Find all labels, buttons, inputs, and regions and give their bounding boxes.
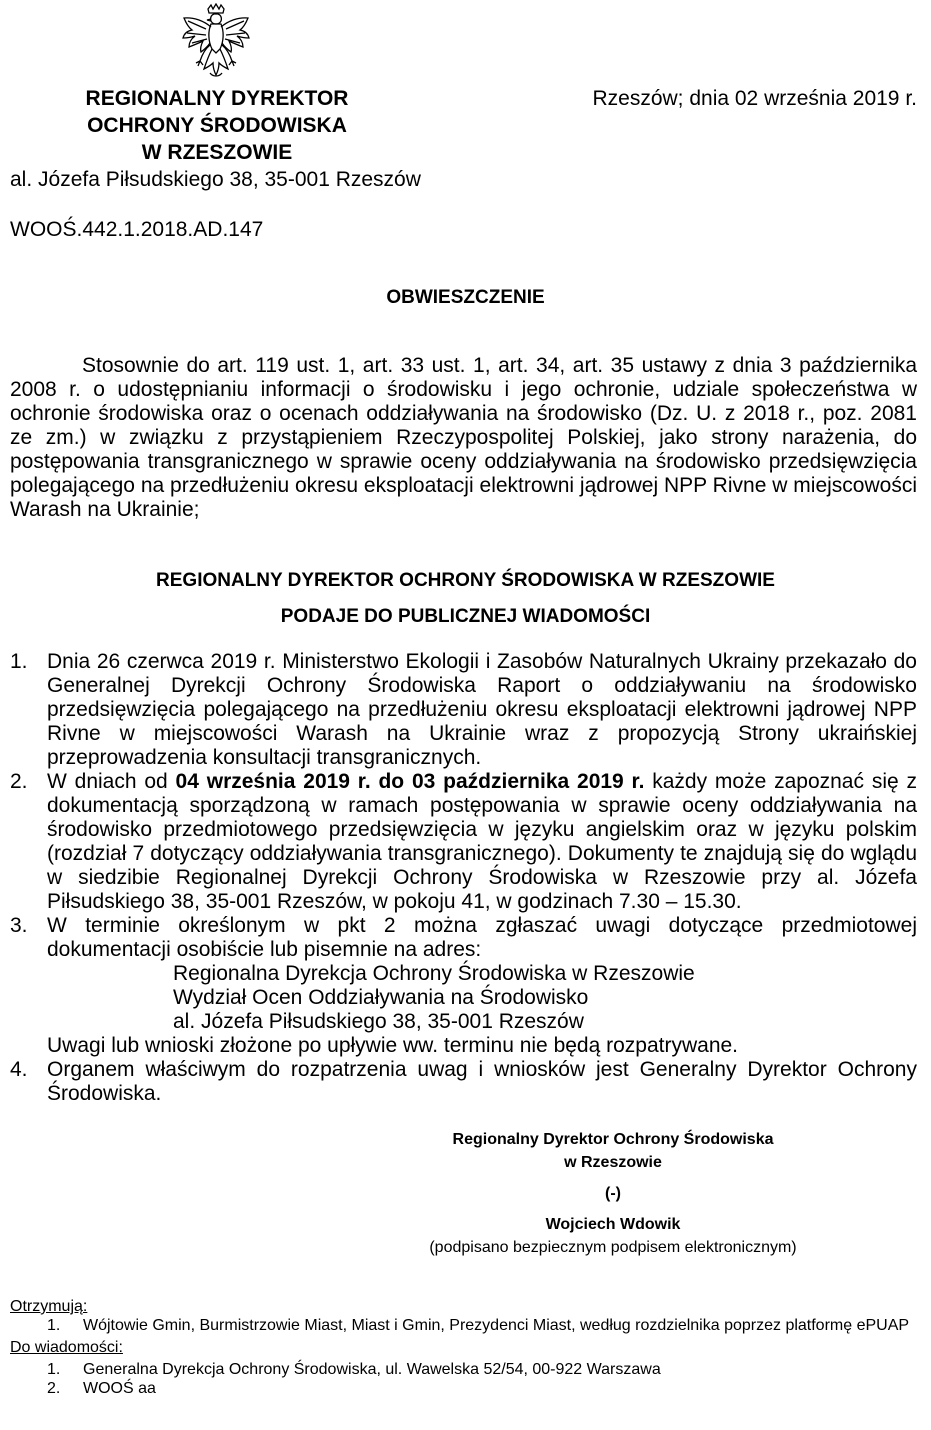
signature-block: [405, 1128, 821, 1259]
points-list: [10, 650, 917, 1106]
point-item: [10, 650, 917, 770]
point-item: [10, 1058, 917, 1106]
authority-name-line: W RZESZOWIE: [141, 141, 293, 164]
authority-name-line: REGIONALNY DYREKTOR: [85, 87, 349, 110]
item-text: WOOŚ aa: [83, 1380, 156, 1397]
recipients-label: Otrzymują:: [10, 1298, 88, 1315]
announcement-line: PODAJE DO PUBLICZNEJ WIADOMOŚCI: [280, 606, 651, 627]
authority-address: al. Józefa Piłsudskiego 38, 35-001 Rzeszów: [10, 168, 421, 191]
point-number: 2.: [10, 770, 28, 793]
address-line: Regionalna Dyrekcja Ochrony Środowiska w Rzeszowie: [173, 962, 695, 985]
authority-name-line: OCHRONY ŚRODOWISKA: [87, 114, 347, 137]
address-line: Wydział Ocen Oddziaływania na Środowisko: [173, 986, 589, 1009]
recipient-item: [10, 1316, 917, 1335]
item-number: 1.: [47, 1361, 61, 1378]
cc-label: Do wiadomości:: [10, 1339, 123, 1356]
announcement-line: REGIONALNY DYREKTOR OCHRONY ŚRODOWISKA W RZESZOWIE: [156, 570, 775, 591]
point-text: każdy może zapoznać się z dokumentacją sporządzoną w ramach postępowania w sprawie oceny oddziaływania na środowisko przedmiotowego przedsięwzięcia w języku angielskim oraz w języku polskim (rozdział 7 dotyczący oddziaływania transgranicznego). Dokumenty te znajdują się do wglądu w siedzibie Regionalnej Dyrekcji Ochrony Środowiska w Rzeszowie przy al. Józefa Piłsudskiego 38, 35-001 Rzeszów, w pokoju 41, w godzinach 7.30 – 15.30.: [47, 770, 917, 913]
signatory-name: Wojciech Wdowik: [545, 1216, 681, 1233]
cc-item: [10, 1379, 917, 1398]
item-text: Generalna Dyrekcja Ochrony Środowiska, ul. Wawelska 52/54, 00-922 Warszawa: [83, 1361, 661, 1378]
point-note: Uwagi lub wnioski złożone po upływie ww. terminu nie będą rozpatrywane.: [47, 1034, 739, 1057]
polish-eagle-emblem-icon: [178, 3, 254, 81]
signatory-title: Regionalny Dyrektor Ochrony Środowiska: [452, 1131, 774, 1148]
signature-note: (podpisano bezpiecznym podpisem elektronicznym): [429, 1239, 797, 1256]
place-date: Rzeszów; dnia 02 września 2019 r.: [592, 87, 917, 110]
point-number: 3.: [10, 914, 28, 937]
point-text: W terminie określonym w pkt 2 można zgłaszać uwagi dotyczące przedmiotowej dokumentacji osobiście lub pisemnie na adres:: [47, 914, 917, 961]
point-text: W dniach od: [47, 770, 176, 793]
item-number: 2.: [47, 1380, 61, 1397]
item-text: Wójtowie Gmin, Burmistrzowie Miast, Miast i Gmin, Prezydenci Miast, według rozdzielnika poprzez platformę ePUAP: [83, 1317, 910, 1334]
distribution-list: [10, 1297, 917, 1398]
point-number: 1.: [10, 650, 28, 673]
signatory-title: w Rzeszowie: [564, 1154, 662, 1171]
document-title: OBWIESZCZENIE: [386, 287, 545, 308]
authority-header: [10, 85, 440, 194]
deadline-period: 04 września 2019 r. do 03 października 2019 r.: [175, 770, 645, 793]
point-item: [10, 770, 917, 914]
cc-item: [10, 1360, 917, 1379]
point-number: 4.: [10, 1058, 28, 1081]
point-item: [10, 914, 917, 1058]
address-line: al. Józefa Piłsudskiego 38, 35-001 Rzeszów: [173, 1010, 584, 1033]
signature-mark: (-): [605, 1185, 621, 1202]
authority-name: [2, 85, 432, 166]
intro-paragraph: Stosownie do art. 119 ust. 1, art. 33 ust. 1, art. 34, art. 35 ustawy z dnia 3 października 2008 r. o udostępnianiu informacji o środowisku i jego ochronie, udziale społeczeństwa w ochronie środowiska oraz o ocenach oddziaływania na środowisko (Dz. U. z 2018 r., poz. 2081 ze zm.) w związku z przystąpieniem Rzeczypospolitej Polskiej, jako strony narażenia, do postępowania transgranicznego w sprawie oceny oddziaływania na środowisko przedsięwzięcia polegającego na przedłużeniu okresu eksploatacji elektrowni jądrowej NPP Rivne w miejscowości Warash na Ukrainie;: [10, 354, 917, 521]
point-text: Organem właściwym do rozpatrzenia uwag i wniosków jest Generalny Dyrektor Ochrony Środowiska.: [47, 1058, 917, 1105]
point-text: Dnia 26 czerwca 2019 r. Ministerstwo Ekologii i Zasobów Naturalnych Ukrainy przekazało do Generalnej Dyrekcji Ochrony Środowiska Raport o oddziaływaniu na środowisko przedsięwzięcia polegającego na przedłużeniu okresu eksploatacji elektrowni jądrowej NPP Rivne w miejscowości Warash na Ukrainie wraz z propozycją Strony ukraińskiej przeprowadzenia konsultacji transgranicznych.: [47, 650, 917, 769]
item-number: 1.: [47, 1317, 61, 1334]
case-reference: WOOŚ.442.1.2018.AD.147: [10, 218, 264, 241]
